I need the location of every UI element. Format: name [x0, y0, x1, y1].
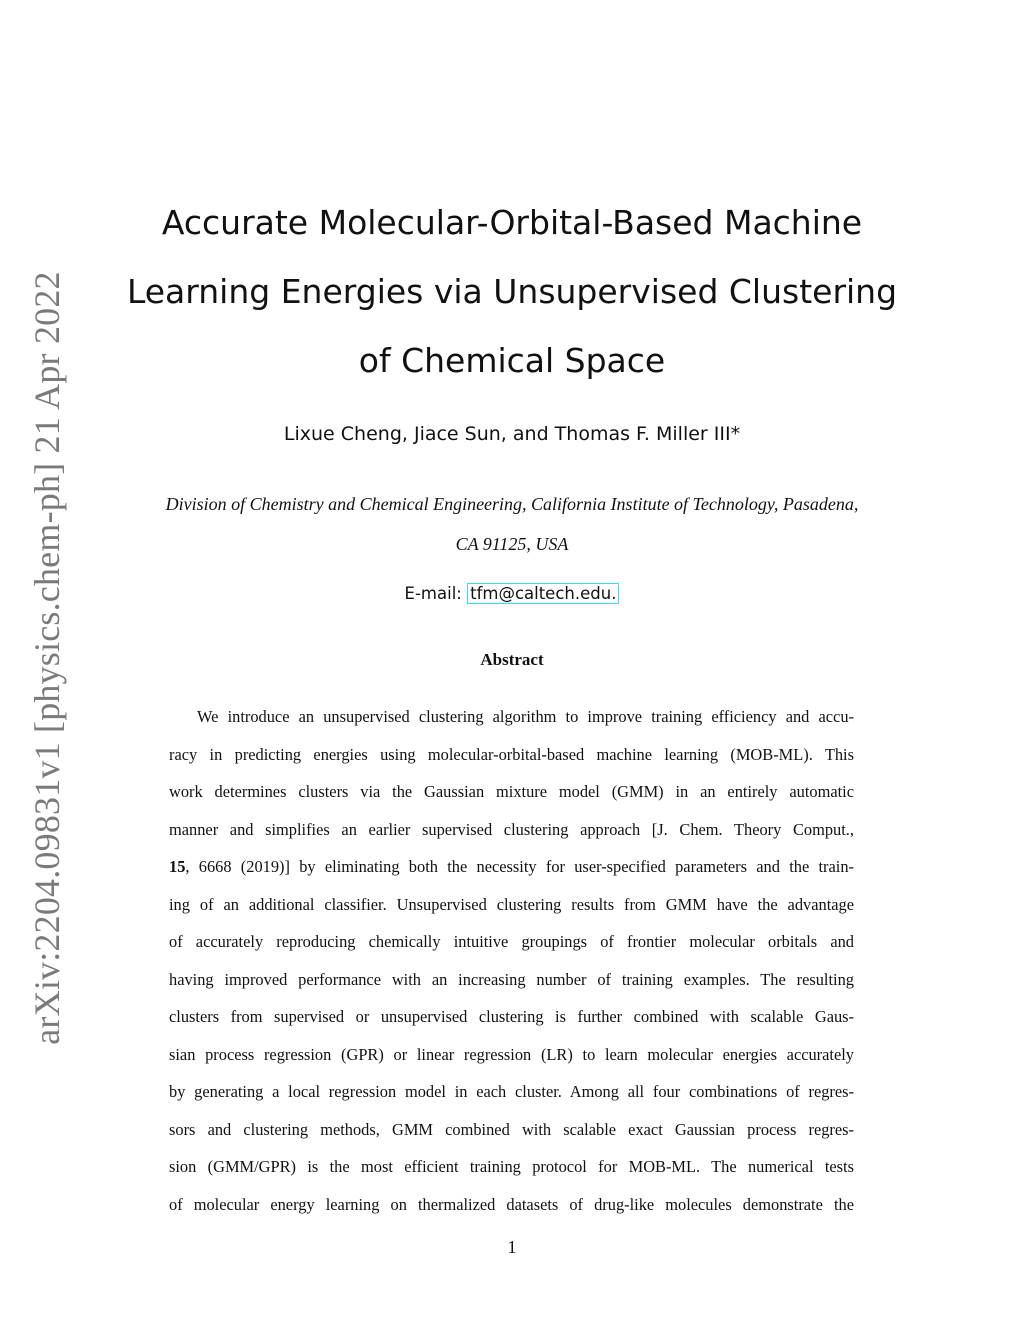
- affiliation-line: Division of Chemistry and Chemical Engineering, California Institute of Technology, Pasadena,: [165, 494, 859, 514]
- abstract-line-rest: , 6668 (2019)] by eliminating both the necessity for user-specified parameters and the train-: [185, 857, 854, 876]
- email-label: E-mail:: [404, 584, 462, 603]
- title-line: Accurate Molecular-Orbital-Based Machine: [161, 203, 863, 242]
- abstract-line: sian process regression (GPR) or linear regression (LR) to learn molecular energies accurately: [169, 1044, 854, 1064]
- abstract-line: clusters from supervised or unsupervised clustering is further combined with scalable Gaus-: [169, 1007, 854, 1026]
- arxiv-identifier-stamp: arXiv:2204.09831v1 [physics.chem-ph] 21 Apr 2022: [27, 271, 67, 1045]
- abstract-line: racy in predicting energies using molecular-orbital-based machine learning (MOB-ML). This: [169, 744, 854, 764]
- abstract-line: of accurately reproducing chemically intuitive groupings of frontier molecular orbitals and: [169, 932, 854, 951]
- abstract-body: [169, 698, 854, 1223]
- abstract-line: We introduce an unsupervised clustering algorithm to improve training efficiency and accu-: [197, 707, 854, 726]
- abstract-heading: Abstract: [480, 650, 544, 669]
- author-list: Lixue Cheng, Jiace Sun, and Thomas F. Miller III*: [283, 423, 741, 445]
- abstract-line: [169, 848, 854, 886]
- abstract-line: ing of an additional classifier. Unsupervised clustering results from GMM have the advantage: [169, 894, 854, 914]
- email-link[interactable]: tfm@caltech.edu.: [467, 583, 619, 604]
- title-line: Learning Energies via Unsupervised Clustering: [126, 272, 898, 311]
- volume-number: 15: [169, 857, 186, 876]
- abstract-line: sors and clustering methods, GMM combined with scalable exact Gaussian process regres-: [169, 1119, 854, 1139]
- affiliation: [90, 484, 934, 564]
- abstract-line: of molecular energy learning on thermalized datasets of drug-like molecules demonstrate the: [169, 1194, 854, 1214]
- abstract-line: having improved performance with an increasing number of training examples. The resulting: [169, 969, 854, 989]
- abstract-line: by generating a local regression model in each cluster. Among all four combinations of regres-: [169, 1082, 854, 1101]
- abstract-line: manner and simplifies an earlier supervised clustering approach [J. Chem. Theory Comput.,: [169, 819, 854, 839]
- affiliation-line: CA 91125, USA: [455, 534, 569, 554]
- paper-title: [90, 188, 934, 395]
- abstract-line: work determines clusters via the Gaussian mixture model (GMM) in an entirely automatic: [169, 782, 854, 801]
- title-line: of Chemical Space: [358, 341, 666, 380]
- email-line: [90, 584, 934, 603]
- abstract-line: sion (GMM/GPR) is the most efficient training protocol for MOB-ML. The numerical tests: [169, 1157, 854, 1176]
- page-number: 1: [507, 1237, 517, 1257]
